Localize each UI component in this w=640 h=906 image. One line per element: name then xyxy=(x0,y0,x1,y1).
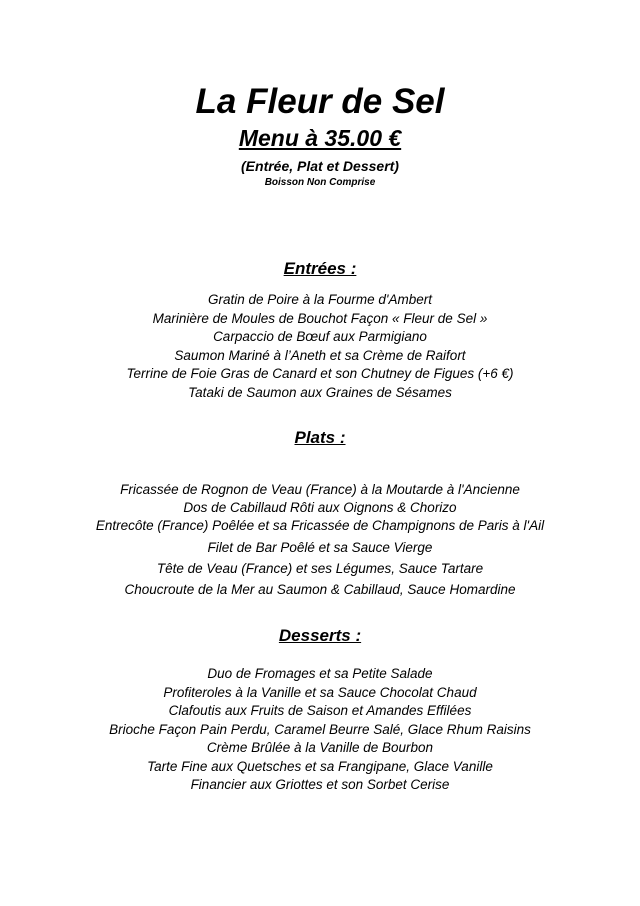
menu-detail: (Entrée, Plat et Dessert) xyxy=(241,158,399,174)
dish-item: Duo de Fromages et sa Petite Salade xyxy=(207,666,433,681)
dish-item: Brioche Façon Pain Perdu, Caramel Beurre Salé, Glace Rhum Raisins xyxy=(109,722,531,737)
dish-item: Tête de Veau (France) et ses Légumes, Sauce Tartare xyxy=(156,561,484,576)
dish-item: Saumon Mariné à l’Aneth et sa Crème de Raifort xyxy=(174,348,466,363)
dish-item: Filet de Bar Poêlé et sa Sauce Vierge xyxy=(207,540,433,555)
dish-item: Dos de Cabillaud Rôti aux Oignons & Chorizo xyxy=(183,500,457,515)
dish-item: Fricassée de Rognon de Veau (France) à la Moutarde à l'Ancienne xyxy=(120,482,520,497)
section-title-plats: Plats : xyxy=(294,428,346,447)
section-title-desserts: Desserts : xyxy=(278,626,362,645)
dish-item: Entrecôte (France) Poêlée et sa Fricassée de Champignons de Paris à l'Ail xyxy=(95,518,545,533)
menu-price: Menu à 35.00 € xyxy=(238,125,402,151)
dish-item: Terrine de Foie Gras de Canard et son Chutney de Figues (+6 €) xyxy=(126,366,514,381)
dish-item: Tataki de Saumon aux Graines de Sésames xyxy=(188,385,452,400)
dish-item: Financier aux Griottes et son Sorbet Cerise xyxy=(190,777,450,792)
dish-item: Tarte Fine aux Quetsches et sa Frangipane, Glace Vanille xyxy=(147,759,493,774)
dish-item: Profiteroles à la Vanille et sa Sauce Chocolat Chaud xyxy=(163,685,477,700)
dish-item: Gratin de Poire à la Fourme d'Ambert xyxy=(208,292,432,307)
section-title-entrees: Entrées : xyxy=(283,259,357,278)
restaurant-name: La Fleur de Sel xyxy=(195,82,445,121)
dish-item: Crème Brûlée à la Vanille de Bourbon xyxy=(206,740,434,755)
drink-note: Boisson Non Comprise xyxy=(264,177,376,188)
dish-item: Clafoutis aux Fruits de Saison et Amandes Effilées xyxy=(168,703,472,718)
dish-item: Choucroute de la Mer au Saumon & Cabillaud, Sauce Homardine xyxy=(124,582,516,597)
dish-item: Carpaccio de Bœuf aux Parmigiano xyxy=(213,329,427,344)
dish-item: Marinière de Moules de Bouchot Façon « Fleur de Sel » xyxy=(152,311,488,326)
